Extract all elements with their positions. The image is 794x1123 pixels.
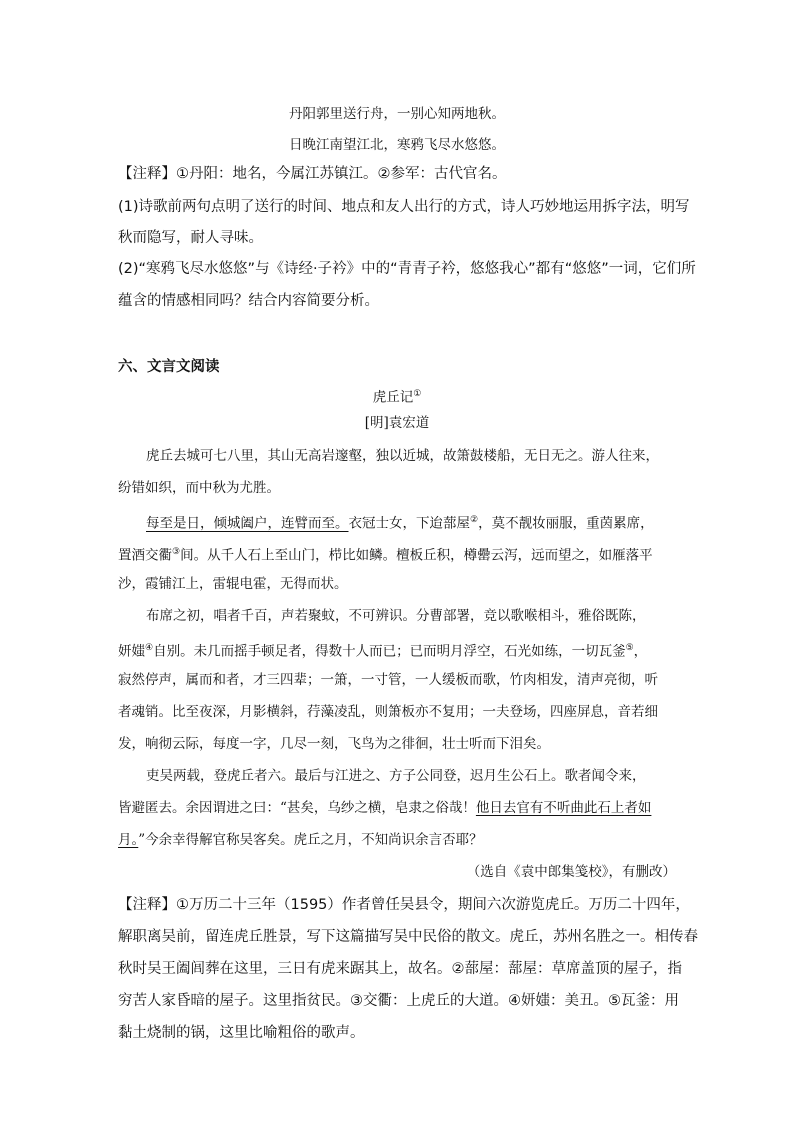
note-line-2: 解职离吴前，留连虎丘胜景，写下这篇描写吴中民俗的散文。虎丘，苏州名胜之一。相传春	[118, 929, 698, 945]
passage-p3-line-3: 寂然停声，属而和者，才三四辈；一箫，一寸管，一人缓板而歌，竹肉相发，清声亮彻，听	[118, 672, 658, 688]
passage-p3-line-5: 发，响彻云际，每度一字，几尽一刻，飞鸟为之徘徊，壮士听而下泪矣。	[118, 736, 550, 752]
passage-p3-line-4: 者魂销。比至夜深，月影横斜，荇藻凌乱，则箫板亦不复用；一夫登场，四座屏息，音若细	[118, 704, 658, 720]
passage-p3-line-2-c: ，	[633, 643, 648, 660]
note-line-4: 穷苦人家昏暗的屋子。这里指贫民。③交衢：上虎丘的大道。④妍媸：美丑。⑤瓦釜：用	[118, 993, 679, 1009]
passage-author: [明]袁宏道	[364, 415, 430, 431]
passage-title-footnote: ①	[413, 389, 422, 399]
passage-p1-line-2: 纷错如织，而中秋为尤胜。	[118, 480, 280, 496]
underlined-sentence-1: 每至是日，倾城阖户，连臂而至。	[146, 515, 349, 532]
footnote-2: ②	[470, 515, 479, 525]
footnote-5: ⑤	[625, 643, 634, 653]
passage-p2-line-2-b: 间。从千人石上至山门，栉比如鳞。檀板丘积，樽罍云泻，远而望之，如雁落平	[180, 547, 653, 564]
note-line-5: 黏土烧制的锅，这里比喻粗俗的歌声。	[118, 1025, 365, 1041]
footnote-4: ④	[145, 643, 154, 653]
section-heading: 六、文言文阅读	[118, 359, 220, 375]
question-2-line-1: (2)“寒鸦飞尽水悠悠”与《诗经·子衿》中的“青青子衿，悠悠我心”都有“悠悠”一词，它们所	[118, 261, 696, 277]
poem-line-4: 日晚江南望江北，寒鸦飞尽水悠悠。	[289, 137, 505, 153]
passage-p4-line-2	[118, 798, 651, 818]
passage-p4-line-3-b: ”今余幸得解官称吴客矣。虎丘之月，不知尚识余言否耶？	[138, 832, 483, 848]
passage-p3-line-2-b: 自别。未几而摇手顿足者，得数十人而已；已而明月浮空，石光如练，一切瓦釜	[153, 643, 626, 660]
underlined-sentence-2-end: 月。	[118, 832, 139, 848]
passage-title-text: 虎丘记	[372, 389, 414, 406]
poem-line-3: 丹阳郭里送行舟，一别心知两地秋。	[289, 106, 505, 122]
passage-p3-line-1: 布席之初，唱者千百，声若聚蚊，不可辨识。分曹部署，竞以歌喉相斗，雅俗既陈，	[146, 608, 646, 624]
passage-p2-line-1-text: 衣冠士女，下迨蔀屋	[348, 515, 470, 532]
note-line-1: 【注释】①万历二十三年（1595）作者曾任吴县令，期间六次游览虎丘。万历二十四年，	[118, 897, 690, 913]
poem-note: 【注释】①丹阳：地名，今属江苏镇江。②参军：古代官名。	[118, 166, 507, 182]
passage-p2-line-1-end: ，莫不靓妆丽服，重茵累席，	[478, 515, 654, 532]
passage-p3-line-2	[118, 638, 647, 662]
passage-title	[0, 384, 794, 408]
underlined-sentence-2: 他日去官有不听曲此石上者如	[475, 800, 652, 816]
question-1-line-2: 秋而隐写，耐人寻味。	[118, 230, 263, 246]
passage-p4-line-3	[118, 830, 483, 850]
passage-p2-line-3: 沙，霞铺江上，雷辊电霍，无得而状。	[118, 576, 348, 592]
passage-source: （选自《袁中郎集笺校》，有删改）	[466, 864, 676, 880]
passage-p2-line-2-a: 置酒交衢	[118, 547, 172, 564]
passage-p3-line-2-a: 妍媸	[118, 643, 145, 660]
passage-p2-line-2	[118, 542, 653, 566]
question-1-line-1: (1)诗歌前两句点明了送行的时间、地点和友人出行的方式，诗人巧妙地运用拆字法，明写	[118, 199, 690, 215]
note-line-3: 秋时吴王阖闾葬在这里，三日有虎来踞其上，故名。②蔀屋：蔀屋：草席盖顶的屋子，指	[118, 961, 682, 977]
question-2-line-2: 蕴含的情感相同吗？结合内容简要分析。	[118, 293, 379, 309]
footnote-3: ③	[172, 547, 181, 557]
passage-p1-line-1: 虎丘去城可七八里，其山无高岩邃壑，独以近城，故箫鼓楼船，无日无之。游人往来，	[146, 448, 659, 464]
passage-p4-line-2-a: 皆避匿去。余因谓进之曰：“甚矣，乌纱之横，皂隶之俗哉！	[118, 800, 476, 816]
passage-p4-line-1: 吏吴两载，登虎丘者六。最后与江进之、方子公同登，迟月生公石上。歌者闻令来，	[146, 768, 646, 784]
passage-p2-line-1	[146, 510, 654, 534]
